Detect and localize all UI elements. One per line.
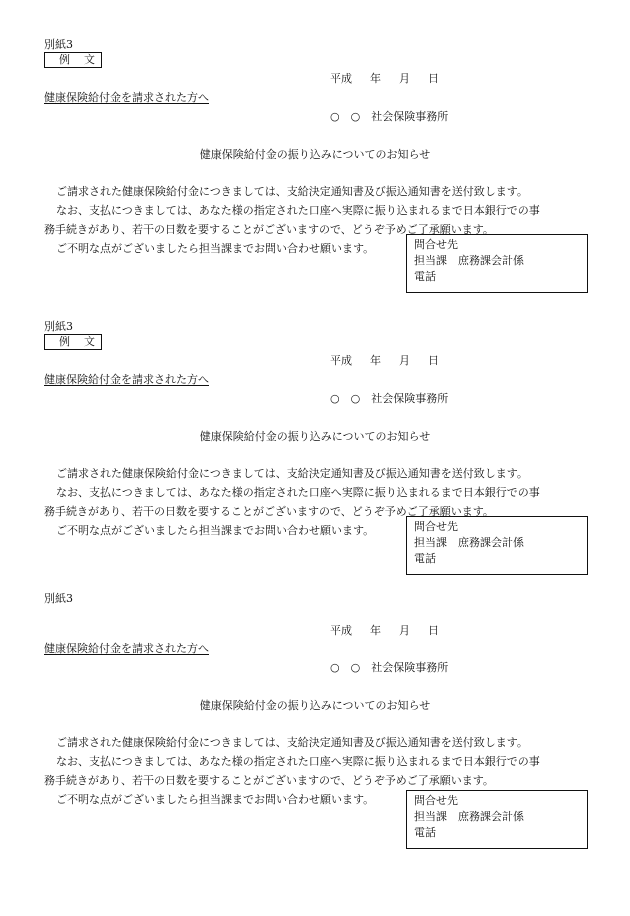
contact-box <box>406 234 588 293</box>
body-paragraph-2: なお、支払につきましては、あなた様の指定された口座へ実際に振り込まれるまで日本銀行での事 <box>56 204 540 217</box>
office-name: ○ ○ 社会保険事務所 <box>330 661 449 674</box>
contact-dept: 担当課 庶務課会計係 <box>414 536 524 549</box>
year-label: 年 <box>370 354 381 367</box>
contact-dept: 担当課 庶務課会計係 <box>414 254 524 267</box>
contact-phone: 電話 <box>414 826 436 839</box>
month-label: 月 <box>399 354 410 367</box>
notice-section-2 <box>0 320 630 610</box>
attachment-label: 別紙3 <box>44 320 73 333</box>
body-paragraph-2-cont: 務手続きがあり、若干の日数を要することがございますので、どうぞ予めご了承願います。 <box>44 505 494 518</box>
date-line <box>330 354 457 368</box>
example-box: 例文 <box>44 334 102 350</box>
era-label: 平成 <box>330 354 352 367</box>
day-label: 日 <box>428 624 439 637</box>
era-label: 平成 <box>330 72 352 85</box>
office-name: ○ ○ 社会保険事務所 <box>330 110 449 123</box>
year-label: 年 <box>370 72 381 85</box>
addressee: 健康保険給付金を請求された方へ <box>44 91 209 104</box>
body-paragraph-3: ご不明な点がございましたら担当課までお問い合わせ願います。 <box>56 793 375 806</box>
era-label: 平成 <box>330 624 352 637</box>
contact-phone: 電話 <box>414 552 436 565</box>
addressee: 健康保険給付金を請求された方へ <box>44 373 209 386</box>
contact-heading: 問合せ先 <box>414 238 458 251</box>
attachment-label: 別紙3 <box>44 592 73 605</box>
notice-section-3 <box>0 592 630 882</box>
body-paragraph-1: ご請求された健康保険給付金につきましては、支給決定通知書及び振込通知書を送付致します。 <box>56 467 528 480</box>
contact-dept: 担当課 庶務課会計係 <box>414 810 524 823</box>
notice-title: 健康保険給付金の振り込みについてのお知らせ <box>199 148 431 161</box>
body-paragraph-3: ご不明な点がございましたら担当課までお問い合わせ願います。 <box>56 242 375 255</box>
example-box: 例文 <box>44 52 102 68</box>
contact-heading: 問合せ先 <box>414 794 458 807</box>
body-paragraph-3: ご不明な点がございましたら担当課までお問い合わせ願います。 <box>56 524 375 537</box>
day-label: 日 <box>428 72 439 85</box>
year-label: 年 <box>370 624 381 637</box>
notice-section-1 <box>0 38 630 328</box>
day-label: 日 <box>428 354 439 367</box>
month-label: 月 <box>399 624 410 637</box>
body-paragraph-2-cont: 務手続きがあり、若干の日数を要することがございますので、どうぞ予めご了承願います。 <box>44 223 494 236</box>
office-name: ○ ○ 社会保険事務所 <box>330 392 449 405</box>
notice-title: 健康保険給付金の振り込みについてのお知らせ <box>199 430 431 443</box>
attachment-label: 別紙3 <box>44 38 73 51</box>
contact-box <box>406 516 588 575</box>
contact-box <box>406 790 588 849</box>
body-paragraph-1: ご請求された健康保険給付金につきましては、支給決定通知書及び振込通知書を送付致します。 <box>56 736 528 749</box>
date-line <box>330 624 457 638</box>
notice-title: 健康保険給付金の振り込みについてのお知らせ <box>199 699 431 712</box>
body-paragraph-2: なお、支払につきましては、あなた様の指定された口座へ実際に振り込まれるまで日本銀行での事 <box>56 486 540 499</box>
date-line <box>330 72 457 86</box>
addressee: 健康保険給付金を請求された方へ <box>44 642 209 655</box>
body-paragraph-2-cont: 務手続きがあり、若干の日数を要することがございますので、どうぞ予めご了承願います。 <box>44 774 494 787</box>
body-paragraph-1: ご請求された健康保険給付金につきましては、支給決定通知書及び振込通知書を送付致します。 <box>56 185 528 198</box>
month-label: 月 <box>399 72 410 85</box>
contact-phone: 電話 <box>414 270 436 283</box>
body-paragraph-2: なお、支払につきましては、あなた様の指定された口座へ実際に振り込まれるまで日本銀行での事 <box>56 755 540 768</box>
contact-heading: 問合せ先 <box>414 520 458 533</box>
